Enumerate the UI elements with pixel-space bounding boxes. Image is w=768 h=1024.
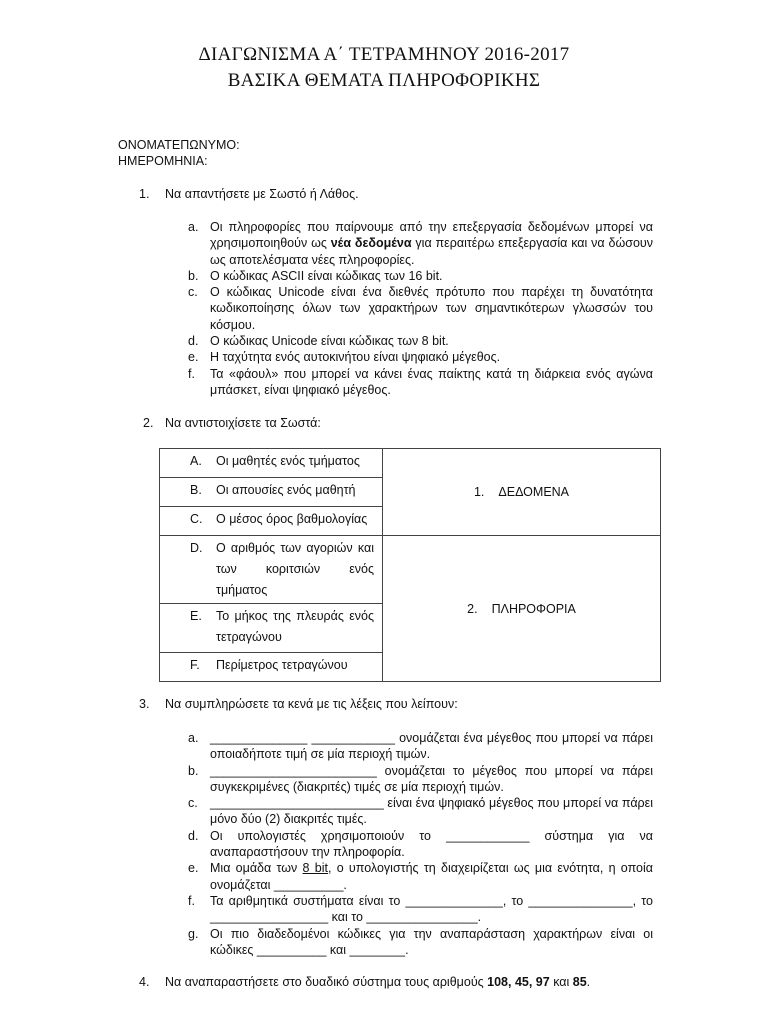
question-number: 1.: [139, 187, 150, 201]
underlined-text: 8 bit: [302, 861, 328, 876]
list-item: c. _________________________ είναι ένα ψηφιακό μέγεθος που μπορεί να πάρει μόνο δύο (2) διακριτές τιμές.: [188, 796, 653, 827]
table-cell: D. Ο αριθμός των αγοριών και των κοριτσιών ενός τμήματος: [160, 536, 383, 604]
table-cell-information: 2. ΠΛΗΡΟΦΟΡΙΑ: [383, 536, 661, 682]
matching-table: [159, 448, 661, 682]
list-item: b. Ο κώδικας ASCII είναι κώδικας των 16 bit.: [188, 268, 443, 283]
question-1-list: [188, 219, 653, 398]
table-cell: B. Οι απουσίες ενός μαθητή: [160, 478, 383, 507]
emphasized-text: νέα δεδομένα: [330, 236, 412, 251]
list-item: d. Ο κώδικας Unicode είναι κώδικας των 8 bit.: [188, 334, 449, 349]
list-item: d. Οι υπολογιστές χρησιμοποιούν το ____________ σύστημα για να αναπαραστήσουν την πληροφορία.: [188, 828, 653, 860]
question-2-heading: [143, 416, 321, 430]
exam-title: ΔΙΑΓΩΝΙΣΜΑ Α΄ ΤΕΤΡΑΜΗΝΟΥ 2016-2017: [198, 44, 570, 65]
table-cell: A. Οι μαθητές ενός τμήματος: [160, 449, 383, 478]
list-item: a. Οι πληροφορίες που παίρνουμε από την επεξεργασία δεδομένων μπορεί να χρησιμοποιηθούν ως νέα δεδομένα για περαιτέρω επεξεργασία και να δώσουν ως αποτελέσματα νέες πληροφορίες.: [188, 220, 653, 267]
name-label: ΟΝΟΜΑΤΕΠΩΝΥΜΟ:: [118, 138, 240, 152]
question-number: 3.: [139, 697, 150, 711]
list-item: e. Μια ομάδα των 8 bit, ο υπολογιστής τη διαχειρίζεται ως μια ενότητα, η οποία ονομάζεται __________.: [188, 861, 653, 892]
question-3-list: [188, 730, 653, 958]
table-cell: C. Ο μέσος όρος βαθμολογίας: [160, 507, 383, 536]
exam-subtitle: ΒΑΣΙΚΑ ΘΕΜΑΤΑ ΠΛΗΡΟΦΟΡΙΚΗΣ: [227, 70, 541, 91]
date-label: ΗΜΕΡΟΜΗΝΙΑ:: [118, 154, 208, 168]
question-prompt: Να συμπληρώσετε τα κενά με τις λέξεις που λείπουν:: [165, 697, 458, 711]
question-1-heading: [139, 187, 359, 201]
question-prompt: Να απαντήσετε με Σωστό ή Λάθος.: [165, 187, 359, 201]
question-number: 4.: [139, 975, 150, 989]
list-item: e. Η ταχύτητα ενός αυτοκινήτου είναι ψηφιακό μέγεθος.: [188, 350, 501, 365]
list-item: f. Τα «φάουλ» που μπορεί να κάνει ένας παίκτης κατά τη διάρκεια ενός αγώνα μπάσκετ, είναι ψηφιακό μέγεθος.: [188, 366, 653, 397]
list-item: a. ______________ ____________ ονομάζεται ένα μέγεθος που μπορεί να πάρει οποιαδήποτε τιμή σε μία περιοχή τιμών.: [188, 731, 653, 762]
list-item: g. Οι πιο διαδεδομένοι κώδικες για την αναπαράσταση χαρακτήρων είναι οι κώδικες __________ και ________.: [188, 926, 653, 957]
table-cell-data: 1. ΔΕΔΟΜΕΝΑ: [383, 449, 661, 536]
question-prompt: Να αντιστοιχίσετε τα Σωστά:: [165, 416, 321, 430]
question-3-heading: [139, 697, 458, 711]
table-cell: F. Περίμετρος τετραγώνου: [160, 653, 383, 682]
question-number: 2.: [143, 416, 154, 430]
question-4-heading: 4. Να αναπαραστήσετε στο δυαδικό σύστημα τους αριθμούς 108, 45, 97 και 85.: [139, 975, 591, 989]
list-item: b. ________________________ ονομάζεται το μέγεθος που μπορεί να πάρει συγκεκριμένες (διακριτές) τιμές σε μία περιοχή τιμών.: [188, 763, 653, 794]
list-item: c. Ο κώδικας Unicode είναι ένα διεθνές πρότυπο που παρέχει τη δυνατότητα κωδικοποίησης όλων των χαρακτήρων των σημαντικότερων γλωσσών του κόσμου.: [188, 285, 653, 332]
list-item: f. Τα αριθμητικά συστήματα είναι το ______________, το _______________, το _________________ και το ________________.: [188, 893, 653, 925]
table-cell: E. Το μήκος της πλευράς ενός τετραγώνου: [160, 604, 383, 653]
